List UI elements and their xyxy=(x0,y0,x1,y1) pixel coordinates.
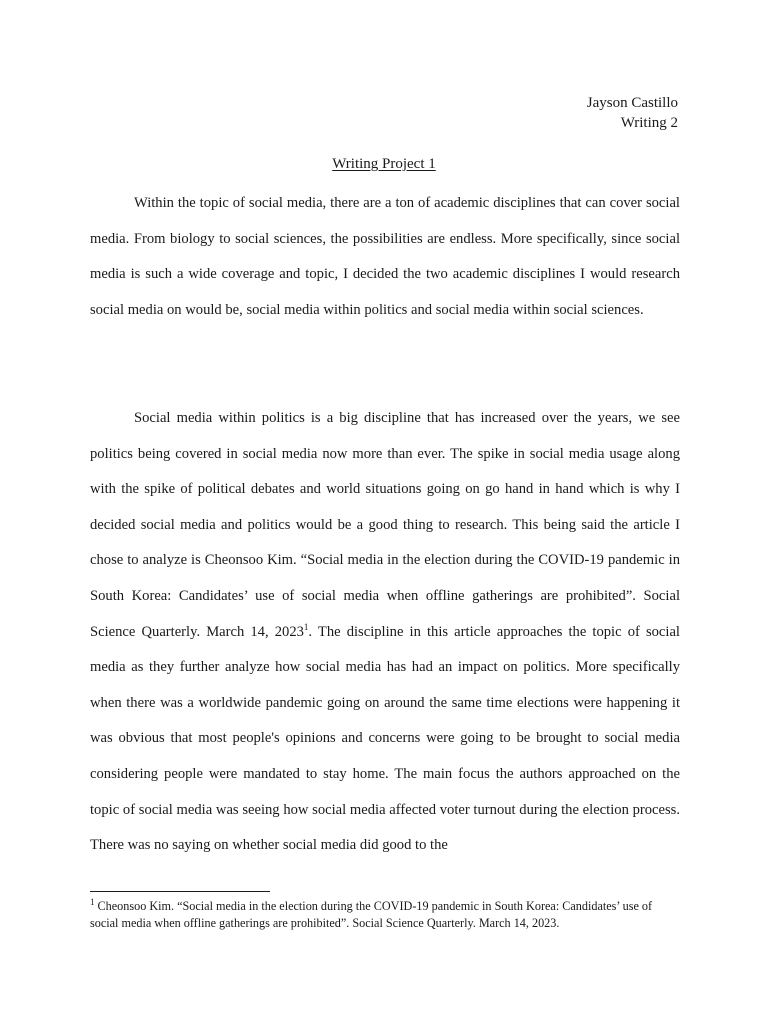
footnote xyxy=(90,898,680,932)
footnote-reference-marker: 1 xyxy=(303,621,309,632)
paragraph-2 xyxy=(90,401,680,864)
course-name: Writing 2 xyxy=(620,115,678,131)
author-name: Jayson Castillo xyxy=(586,95,678,111)
footnote-text: Cheonsoo Kim. “Social media in the election during the COVID-19 pandemic in South Korea: Candidates’ use of social media when offline gatherings are prohibited”. Social Science Quarterly. March 14, 2023. xyxy=(90,899,653,930)
footnote-separator xyxy=(90,891,270,892)
paragraph-1 xyxy=(90,186,680,328)
paragraph-1-text: Within the topic of social media, there are a ton of academic disciplines that can cover social media. From biology to social sciences, the possibilities are endless. More specifically, since social media is such a wide coverage and topic, I decided the two academic disciplines I would research social media on would be, social media within politics and social media within social sciences. xyxy=(90,195,680,318)
paragraph-2-text-after-note: . The discipline in this article approaches the topic of social media as they further analyze how social media has had an impact on politics. More specifically when there was a worldwide pandemic going on around the same time elections were happening it was obvious that most people's opinions and concerns were going to be brought to social media considering people were mandated to stay home. The main focus the authors approached on the topic of social media was seeing how social media affected voter turnout during the election process. There was no saying on whether social media did good to the xyxy=(90,623,680,854)
document-title-wrapper xyxy=(0,154,768,174)
document-title: Writing Project 1 xyxy=(332,156,436,172)
author-header xyxy=(587,93,678,133)
paragraph-2-text-before-note: Social media within politics is a big discipline that has increased over the years, we see politics being covered in social media now more than ever. The spike in social media usage along with the spike of political debates and world situations going on go hand in hand which is why I decided social media and politics would be a good thing to research. This being said the article I chose to analyze is Cheonsoo Kim. “Social media in the election during the COVID-19 pandemic in South Korea: Candidates’ use of social media when offline gatherings are prohibited”. Social Science Quarterly. March 14, 2023 xyxy=(90,410,680,640)
footnote-marker: 1 xyxy=(90,896,95,907)
